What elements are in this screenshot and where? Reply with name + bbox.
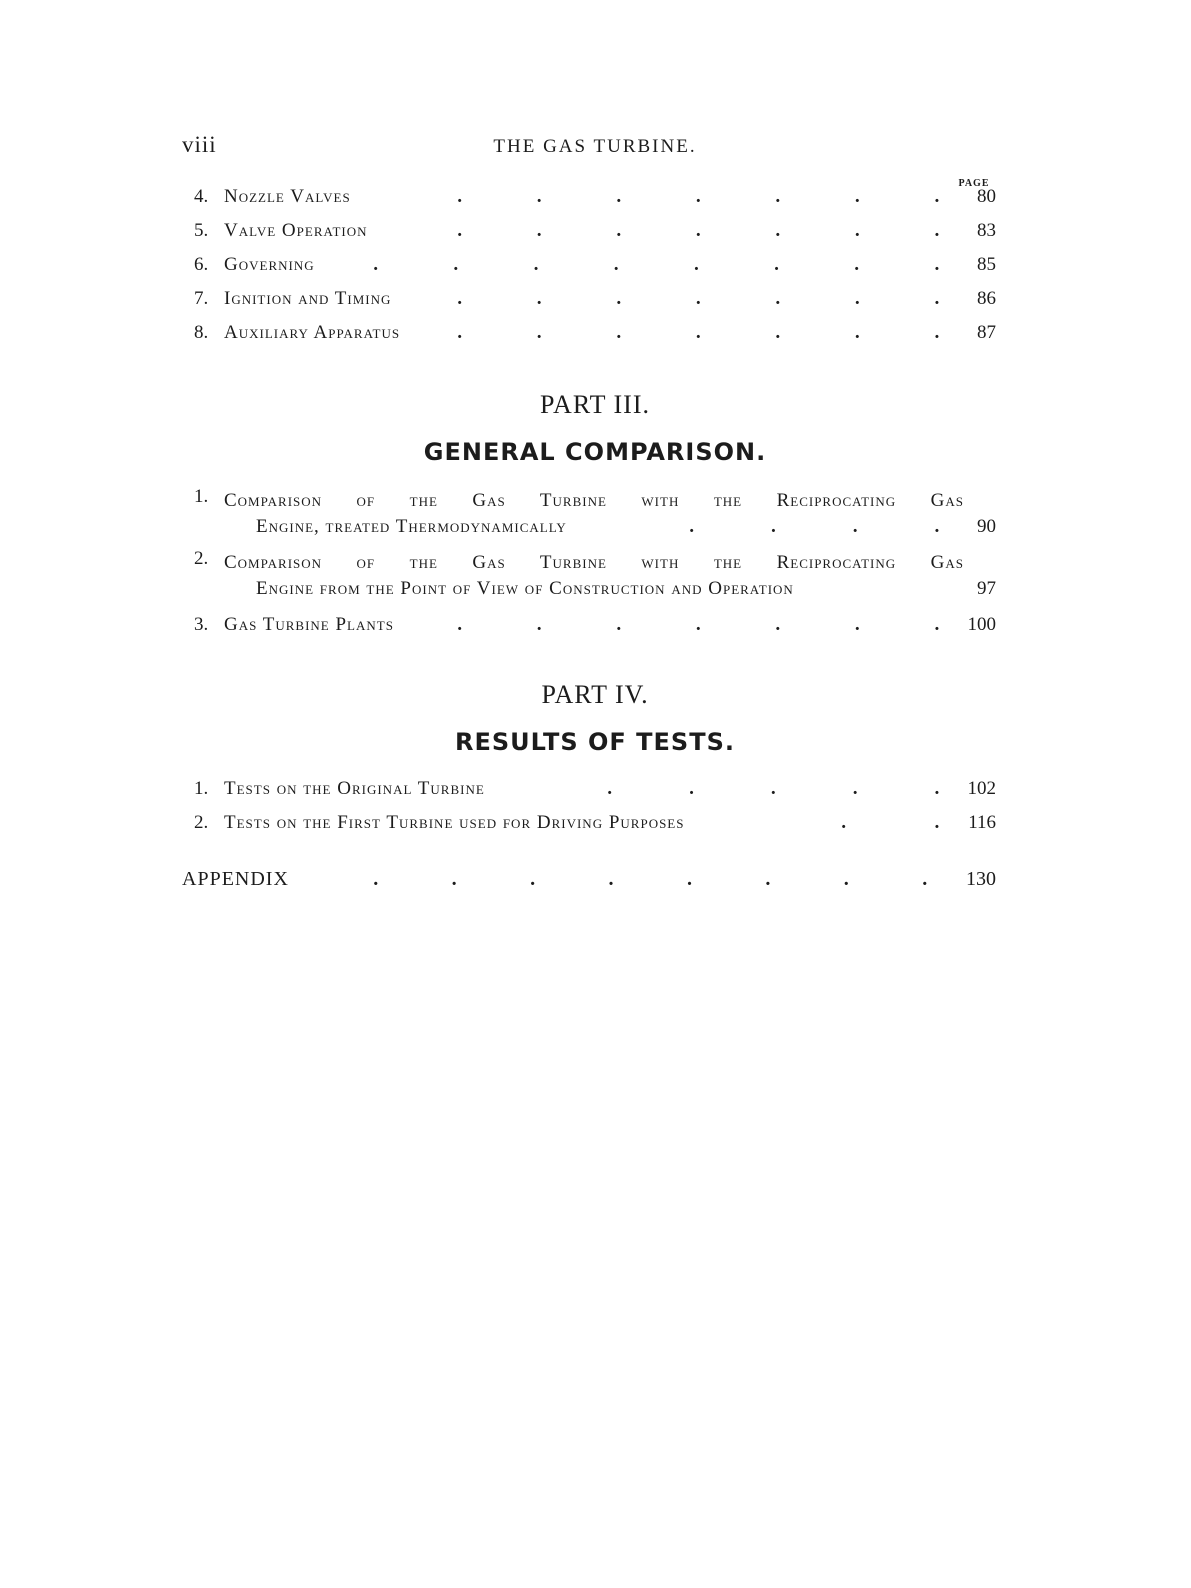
appendix-title: APPENDIX [182, 868, 289, 890]
entry-page: 87 [977, 322, 996, 343]
dot-leader: . . . . [690, 516, 940, 537]
entry-number: 2. [194, 548, 209, 569]
dot-leader: . . . . . . . [458, 186, 940, 207]
entry-number: 8. [194, 322, 209, 343]
appendix-entry [182, 868, 996, 900]
dot-leader: . . . . . [608, 778, 940, 799]
page-folio: viii [182, 132, 217, 157]
entry-number: 3. [194, 614, 209, 635]
dot-leader: . . . . . . . . [374, 254, 940, 275]
toc-entry [194, 614, 996, 646]
toc-entry [194, 220, 996, 252]
entry-title-continued: Engine, treated Thermodynamically [256, 516, 567, 537]
entry-page: 80 [977, 186, 996, 207]
entry-title: Governing [224, 254, 315, 275]
entry-page: 116 [968, 812, 996, 833]
entry-page: 86 [977, 288, 996, 309]
entry-number: 4. [194, 186, 209, 207]
entry-title: Auxiliary Apparatus [224, 322, 401, 343]
book-title: THE GAS TURBINE. [493, 136, 697, 157]
dot-leader: . . [842, 812, 940, 833]
entry-title: Nozzle Valves [224, 186, 351, 207]
toc-entry [194, 322, 996, 354]
entry-number: 1. [194, 778, 209, 799]
entry-title: Gas Turbine Plants [224, 614, 394, 635]
entry-title: Tests on the First Turbine used for Driving Purposes [224, 812, 685, 833]
entry-title: Comparison of the Gas Turbine with the Reciprocating Gas [224, 490, 964, 511]
entry-title: Comparison of the Gas Turbine with the Reciprocating Gas [224, 552, 964, 573]
entry-title-continued: Engine from the Point of View of Construction and Operation [256, 578, 794, 599]
entry-page: 102 [967, 778, 996, 799]
dot-leader: . . . . . . . . [374, 868, 928, 890]
entry-page: 83 [977, 220, 996, 241]
toc-entry [194, 548, 996, 610]
appendix-page: 130 [966, 868, 996, 890]
entry-title: Valve Operation [224, 220, 368, 241]
section-title: GENERAL COMPARISON. [423, 438, 767, 466]
toc-entry [194, 288, 996, 320]
part-heading: PART IV. [541, 680, 649, 709]
entry-number: 6. [194, 254, 209, 275]
entry-number: 7. [194, 288, 209, 309]
section-title: RESULTS OF TESTS. [455, 728, 735, 756]
toc-entry [194, 486, 996, 548]
dot-leader: . . . . . . . [458, 220, 940, 241]
dot-leader: . . . . . . . [458, 322, 940, 343]
entry-page: 100 [967, 614, 996, 635]
page-column-label: PAGE [958, 178, 990, 189]
entry-page: 97 [977, 578, 996, 599]
part-heading: PART III. [539, 390, 651, 419]
entry-number: 5. [194, 220, 209, 241]
entry-title: Ignition and Timing [224, 288, 392, 309]
toc-entry [194, 812, 996, 844]
toc-entry [194, 778, 996, 810]
entry-number: 1. [194, 486, 209, 507]
entry-number: 2. [194, 812, 209, 833]
toc-entry [194, 186, 996, 218]
entry-page: 85 [977, 254, 996, 275]
toc-entry [194, 254, 996, 286]
dot-leader: . . . . . . . [458, 614, 940, 635]
dot-leader: . . . . . . . [458, 288, 940, 309]
entry-page: 90 [977, 516, 996, 537]
running-head [182, 132, 994, 162]
entry-title: Tests on the Original Turbine [224, 778, 485, 799]
